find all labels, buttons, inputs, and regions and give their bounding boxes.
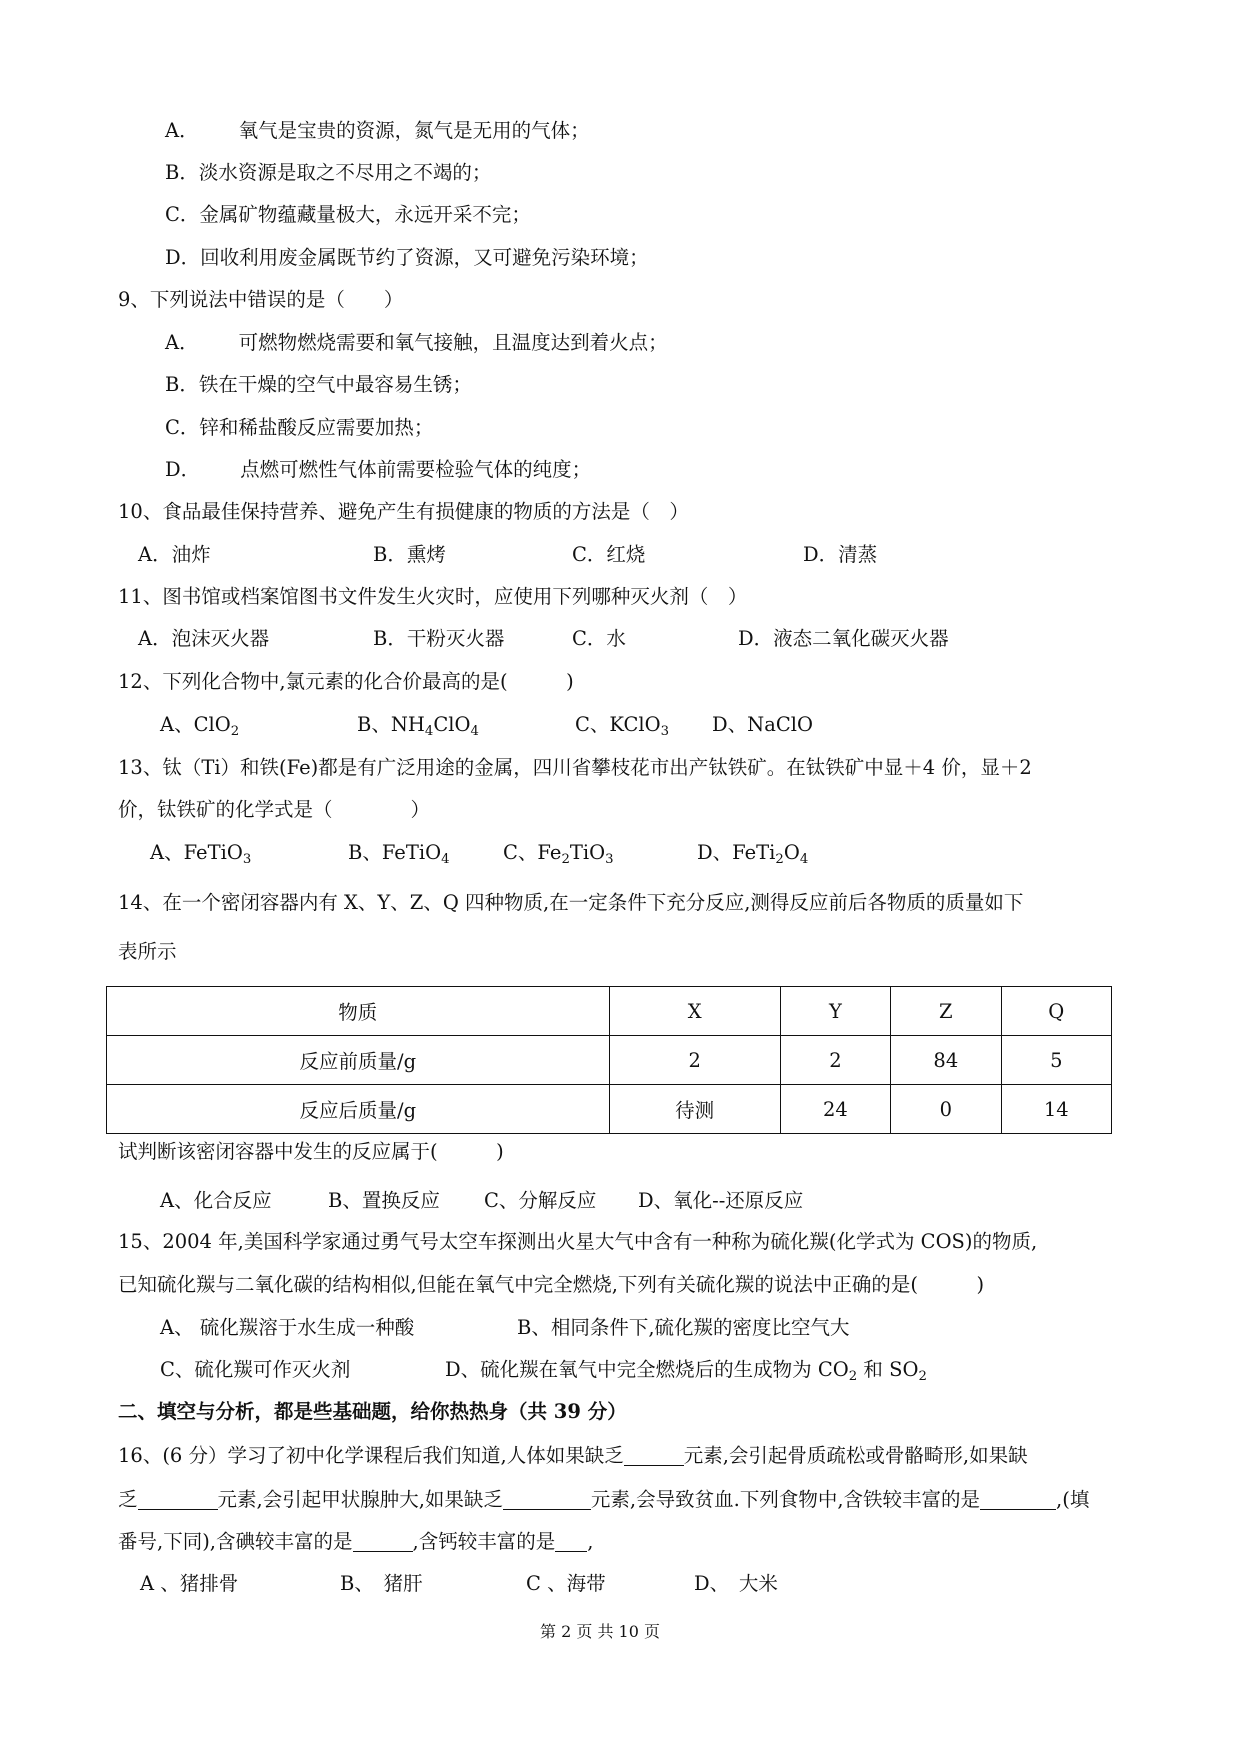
mass-table xyxy=(106,986,1112,1134)
q11-option-a: A．泡沫灭火器 xyxy=(138,627,270,650)
q11-option-c: C．水 xyxy=(572,627,626,650)
q15-option-c: C、硫化羰可作灭火剂 xyxy=(160,1358,351,1381)
answer-blank[interactable] xyxy=(980,1489,1056,1510)
option-text: 氧气是宝贵的资源，氮气是无用的气体； xyxy=(238,119,590,142)
q14-stem-line1: 14、在一个密闭容器内有 X、Y、Z、Q 四种物质,在一定条件下充分反应,测得反应前后各物质的质量如下 xyxy=(118,891,1024,914)
q14-stem-line2: 表所示 xyxy=(118,940,177,963)
q14-after-text: 试判断该密闭容器中发生的反应属于( ) xyxy=(118,1140,504,1163)
q15-option-b: B、相同条件下,硫化羰的密度比空气大 xyxy=(517,1316,850,1339)
table-header-row xyxy=(107,987,1112,1036)
option-label: A． xyxy=(165,331,199,354)
q16-option-d: D、 大米 xyxy=(694,1572,778,1595)
q8-option-c: C．金属矿物蕴藏量极大，永远开采不完； xyxy=(165,203,531,226)
q14-option-a: A、化合反应 xyxy=(160,1189,272,1212)
table-row xyxy=(107,1085,1112,1134)
q11-stem: 11、图书馆或档案馆图书文件发生火灾时，应使用下列哪种灭火剂（ ） xyxy=(118,585,748,608)
q16-option-a: A 、猪排骨 xyxy=(140,1572,239,1595)
table-header-cell: Z xyxy=(891,987,1001,1036)
table-header-cell: X xyxy=(609,987,780,1036)
table-cell: 反应前质量/g xyxy=(107,1036,610,1085)
option-text: 可燃物燃烧需要和氧气接触，且温度达到着火点； xyxy=(238,331,668,354)
answer-blank[interactable] xyxy=(353,1531,413,1552)
q12-option-b: B、$NH_4ClO_4$ xyxy=(357,713,479,739)
q15-option-d: D、硫化羰在氧气中完全燃烧后的生成物为 $CO_2$ 和 $SO_2$ xyxy=(445,1358,927,1384)
answer-blank[interactable] xyxy=(624,1445,684,1466)
q16-option-b: B、 猪肝 xyxy=(340,1572,423,1595)
answer-blank[interactable] xyxy=(138,1489,218,1510)
q11-option-b: B．干粉灭火器 xyxy=(373,627,505,650)
q13-option-c: C、$Fe_2TiO_3$ xyxy=(503,841,614,867)
q15-stem-line1: 15、2004 年,美国科学家通过勇气号太空车探测出火星大气中含有一种称为硫化羰(化学式为 COS)的物质, xyxy=(118,1230,1038,1253)
q9-stem: 9、下列说法中错误的是（ ） xyxy=(118,288,404,311)
table-cell: 14 xyxy=(1001,1085,1111,1134)
q8-option-b: B．淡水资源是取之不尽用之不竭的； xyxy=(165,161,492,184)
q15-option-a: A、 硫化羰溶于水生成一种酸 xyxy=(160,1316,415,1339)
q8-option-d: D．回收利用废金属既节约了资源，又可避免污染环境； xyxy=(165,246,649,269)
table-cell: 2 xyxy=(609,1036,780,1085)
q13-option-a: A、FeTiO$_3$ xyxy=(150,841,252,867)
q9-option-b: B．铁在干燥的空气中最容易生锈； xyxy=(165,373,472,396)
q16-line1: 16、(6 分）学习了初中化学课程后我们知道,人体如果缺乏 元素,会引起骨质疏松或骨骼畸形,如果缺 xyxy=(118,1444,1028,1467)
q9-option-d xyxy=(165,460,591,480)
q10-stem: 10、食品最佳保持营养、避免产生有损健康的物质的方法是（ ） xyxy=(118,500,689,523)
table-cell: 5 xyxy=(1001,1036,1111,1085)
q11-option-d: D．液态二氧化碳灭火器 xyxy=(738,627,949,650)
q12-option-a: A、ClO$_2$ xyxy=(160,713,240,739)
answer-blank[interactable] xyxy=(503,1489,591,1510)
q12-stem: 12、下列化合物中,氯元素的化合价最高的是( ) xyxy=(118,670,574,693)
q8-option-a xyxy=(165,121,590,141)
table-cell: 0 xyxy=(891,1085,1001,1134)
q12-option-d: D、NaClO xyxy=(712,713,813,736)
section-title: 二、填空与分析，都是些基础题，给你热热身（共 39 分） xyxy=(118,1400,627,1423)
option-text: 点燃可燃性气体前需要检验气体的纯度； xyxy=(240,458,592,481)
q16-option-c: C 、海带 xyxy=(526,1572,606,1595)
q9-option-a xyxy=(165,333,668,353)
q10-option-c: C．红烧 xyxy=(572,543,646,566)
q12-option-c: C、KClO$_3$ xyxy=(575,713,670,739)
table-cell: 待测 xyxy=(609,1085,780,1134)
table-header-cell: 物质 xyxy=(107,987,610,1036)
option-label: D． xyxy=(165,458,201,481)
table-row xyxy=(107,1036,1112,1085)
page-footer: 第 2 页 共 10 页 xyxy=(540,1622,660,1641)
q13-option-b: B、FeTiO$_4$ xyxy=(348,841,450,867)
q10-option-b: B．熏烤 xyxy=(373,543,446,566)
q10-option-a: A．油炸 xyxy=(138,543,211,566)
q13-stem-line2: 价，钛铁矿的化学式是（ ） xyxy=(118,798,431,821)
q15-stem-line2: 已知硫化羰与二氧化碳的结构相似,但能在氧气中完全燃烧,下列有关硫化羰的说法中正确的是( ) xyxy=(118,1273,985,1296)
q9-option-c: C．锌和稀盐酸反应需要加热； xyxy=(165,416,434,439)
q14-option-b: B、置换反应 xyxy=(328,1189,440,1212)
table-header-cell: Y xyxy=(780,987,890,1036)
table-cell: 84 xyxy=(891,1036,1001,1085)
table-header-cell: Q xyxy=(1001,987,1111,1036)
answer-blank[interactable] xyxy=(555,1531,587,1552)
table-cell: 2 xyxy=(780,1036,890,1085)
option-label: A． xyxy=(165,119,199,142)
q13-stem-line1: 13、钛（Ti）和铁(Fe)都是有广泛用途的金属，四川省攀枝花市出产钛铁矿。在钛铁矿中显＋4 价，显＋2 xyxy=(118,756,1032,779)
table-cell: 反应后质量/g xyxy=(107,1085,610,1134)
q14-option-c: C、分解反应 xyxy=(484,1189,597,1212)
table-cell: 24 xyxy=(780,1085,890,1134)
q16-line3: 番号,下同),含碘较丰富的是 ,含钙较丰富的是 , xyxy=(118,1530,594,1553)
q16-line2: 乏 元素,会引起甲状腺肿大,如果缺乏 元素,会导致贫血.下列食物中,含铁较丰富的是 ,(填 xyxy=(118,1488,1090,1511)
q13-option-d: D、$FeTi_2O_4$ xyxy=(697,841,809,867)
q10-option-d: D．清蒸 xyxy=(803,543,878,566)
q14-option-d: D、氧化--还原反应 xyxy=(638,1189,804,1212)
